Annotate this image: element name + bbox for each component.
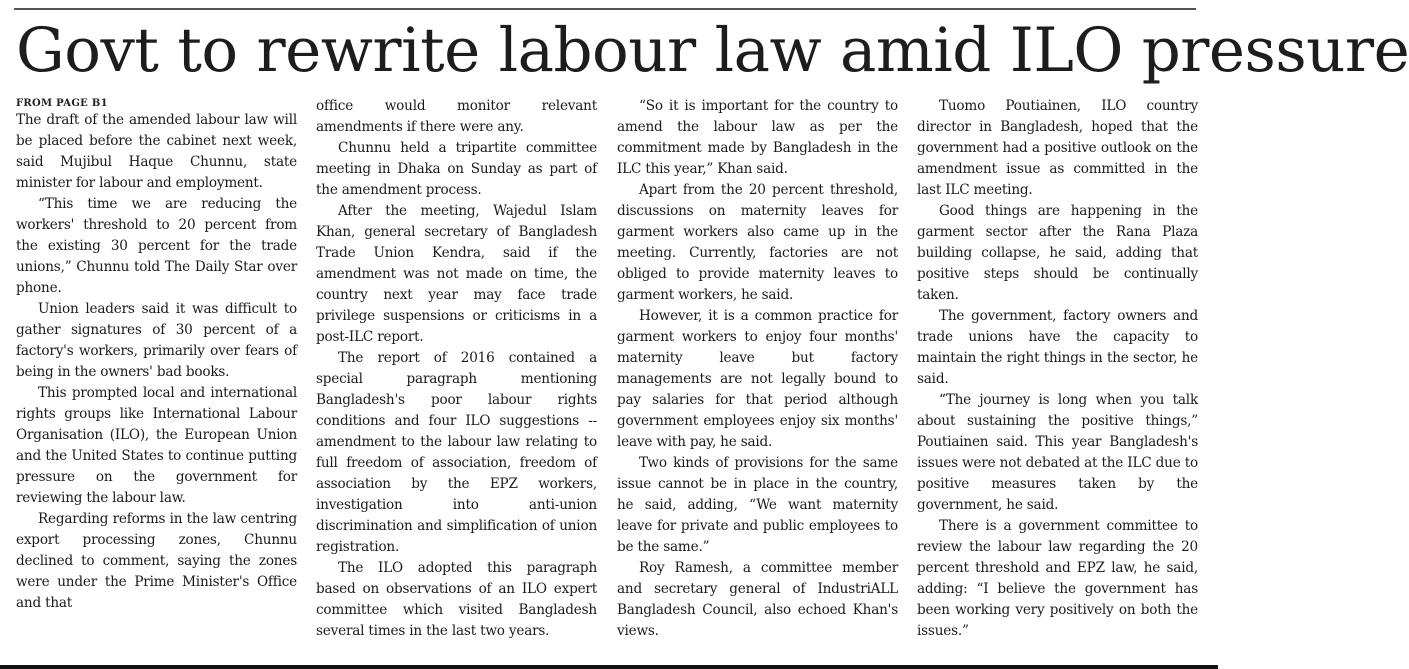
paragraph: “This time we are reducing the workers' threshold to 20 percent from the existing 30 percent for the trade unions,” Chunnu told The Daily Star over phone. <box>16 196 297 296</box>
paragraph: “So it is important for the country to amend the labour law as per the commitment made by Bangladesh in the ILC this year,” Khan said. <box>617 98 898 177</box>
paragraph: Regarding reforms in the law centring export processing zones, Chunnu declined to comment, saying the zones were under the Prime Minister's Office and that <box>16 511 297 611</box>
paragraph: The ILO adopted this paragraph based on observations of an ILO expert committee which visited Bangladesh several times in the last two years. <box>316 560 597 639</box>
jump-line: FROM PAGE B1 <box>16 98 108 109</box>
paragraph: Union leaders said it was difficult to gather signatures of 30 percent of a factory's workers, primarily over fears of being in the owners' bad books. <box>16 301 297 380</box>
paragraph: Tuomo Poutiainen, ILO country director in Bangladesh, hoped that the government had a positive outlook on the amendment issue as committed in the last ILC meeting. <box>917 98 1198 198</box>
paragraph: “The journey is long when you talk about sustaining the positive things,” Poutiainen said. This year Bangladesh's issues were not debated at the ILC due to positive measures taken by the government, he said. <box>917 392 1198 513</box>
paragraph: There is a government committee to review the labour law regarding the 20 percent threshold and EPZ law, he said, adding: “I believe the government has been working very positively on both the issues.” <box>917 518 1198 639</box>
bottom-rule <box>0 665 1218 669</box>
paragraph: Good things are happening in the garment sector after the Rana Plaza building collapse, he said, adding that positive steps should be continually taken. <box>917 203 1198 303</box>
paragraph: Two kinds of provisions for the same issue cannot be in place in the country, he said, adding, “We want maternity leave for private and public employees to be the same.” <box>617 455 898 555</box>
paragraph: However, it is a common practice for garment workers to enjoy four months' maternity leave but factory managements are not legally bound to pay salaries for that period although government employees enjoy six months' leave with pay, he said. <box>617 308 898 450</box>
paragraph: The draft of the amended labour law will be placed before the cabinet next week, said Mujibul Haque Chunnu, state minister for labour and employment. <box>16 112 297 191</box>
article-body <box>16 96 1200 662</box>
paragraph: This prompted local and international rights groups like International Labour Organisation (ILO), the European Union and the United States to continue putting pressure on the government for reviewing the labour law. <box>16 385 297 506</box>
top-rule <box>14 8 1196 10</box>
article-headline: Govt to rewrite labour law amid ILO pressure <box>16 15 1409 86</box>
paragraph: The government, factory owners and trade unions have the capacity to maintain the right things in the sector, he said. <box>917 308 1198 387</box>
paragraph: Roy Ramesh, a committee member and secretary general of IndustriALL Bangladesh Council, also echoed Khan's views. <box>617 560 898 639</box>
paragraph: After the meeting, Wajedul Islam Khan, general secretary of Bangladesh Trade Union Kendra, said if the amendment was not made on time, the country next year may face trade privilege suspensions or criticisms in a post-ILC report. <box>316 203 597 345</box>
article-column-4 <box>917 96 1198 662</box>
paragraph: office would monitor relevant amendments if there were any. <box>316 98 597 135</box>
paragraph: Chunnu held a tripartite committee meeting in Dhaka on Sunday as part of the amendment process. <box>316 140 597 198</box>
paragraph: Apart from the 20 percent threshold, discussions on maternity leaves for garment workers also came up in the meeting. Currently, factories are not obliged to provide maternity leaves to garment workers, he said. <box>617 182 898 303</box>
article-column-1 <box>16 96 297 662</box>
article-column-2 <box>316 96 597 662</box>
paragraph: The report of 2016 contained a special paragraph mentioning Bangladesh's poor labour rights conditions and four ILO suggestions -- amendment to the labour law relating to full freedom of association, freedom of association by the EPZ workers, investigation into anti-union discrimination and simplification of union registration. <box>316 350 597 555</box>
article-column-3 <box>617 96 898 662</box>
